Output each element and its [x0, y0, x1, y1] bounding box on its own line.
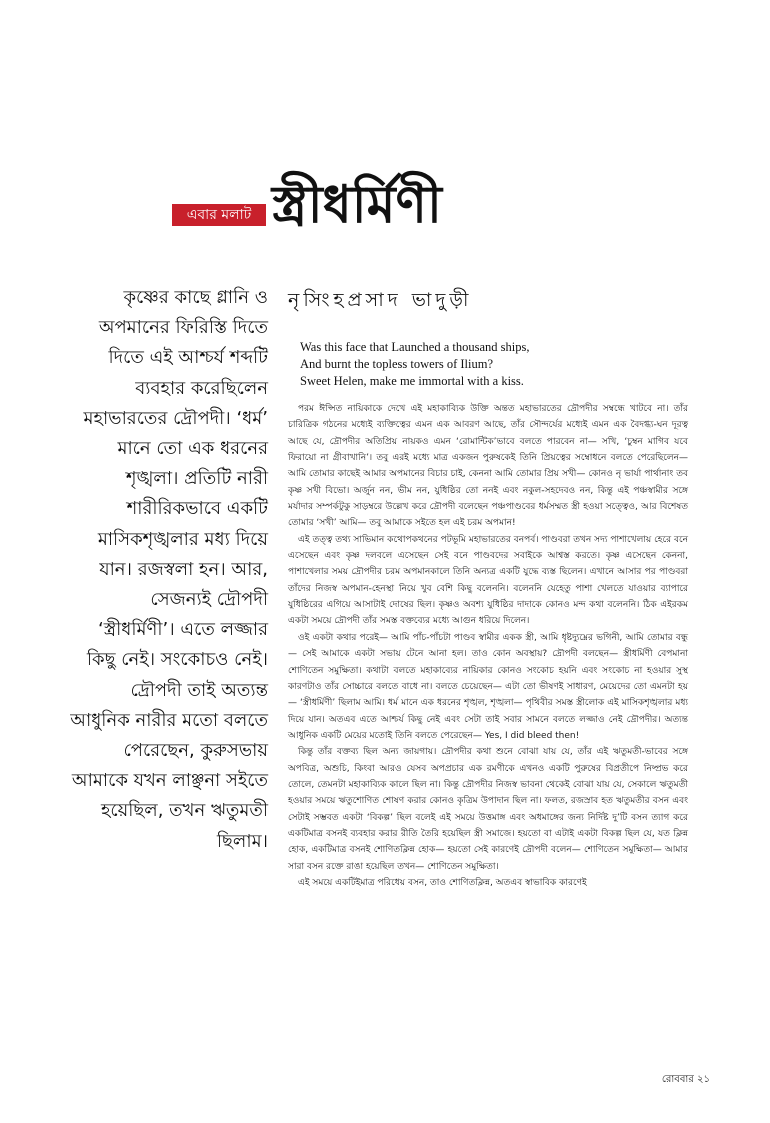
- body-paragraph: ওই একটা কথার পরেই— আমি পাঁচ-পাঁচটা পাণ্ডব স্বামীর একক স্ত্রী, আমি ধৃষ্টদ্যুম্নের ভগিনী, আমি তোমার বন্ধু— সেই আমাকে একটা সভায় টেনে আনা হল। তাও কোন অবস্থায়? দ্রৌপদী বলছেন— স্ত্রীধর্মিণী বেপমানা শোণিতেন সমুক্ষিতা। কথাটা বলতে মহাকাব্যের নায়িকার কোনও সংকোচ হয়নি এবং সংকোচ না হওয়ার সুস্থ কারণটাও তাঁর সোচ্চারে বলতে বাধে না। বলতে চেয়েছেন— এটা তো ভীষণই সাধারণ, মেয়েদের তো এমনটা হয়— ‘স্ত্রীধর্মিণী’ ছিলাম আমি। ধর্ম মানে এক ধরনের শৃঙ্খল, শৃঙ্খলা— পৃথিবীর সমস্ত স্ত্রীলোক এই মাসিকশৃঙ্খলার মধ্য দিয়ে যান। অতএব এতে আশ্চর্য কিছু নেই এবং সেটা তাই সবার সামনে বলতে লজ্জাও নেই দ্রৌপদীর। অত্যন্ত আধুনিক একটি মেয়ের মতোই তিনি বলতে পেরেছেন— Yes, I did bleed then!: [288, 632, 688, 741]
- body-paragraph: এই তত্ত্ব তথ্য সাভিমান কথোপকথনের পটভূমি মহাভারতের বনপর্ব। পাণ্ডবরা তখন সদ্য পাশাখেলায় হেরে বনে এসেছেন এবং কৃষ্ণ দলবলে এসেছেন সেই বনে পাণ্ডবদের সবাইকে আশ্বস্ত করতে। কৃষ্ণ এসেছেন কেননা, পাশাখেলার সময় দ্রৌপদীর চরম অপমানকালে তিনি অন্যত্র একটি যুদ্ধে ব্যস্ত ছিলেন। এখানে আসার পর পাণ্ডবরা তাঁদের নিজস্ব অপমান-হেনস্থা নিয়ে খুব বেশি কিছু বলেননি। বলেননি যেহেতু পাশা খেলতে যাওয়ার ব্যাপারে যুধিষ্ঠিরের এগিয়ে আসাটাই দোষের ছিল। কৃষ্ণও অবশ্য যুধিষ্ঠির দাদাকে কোনও মন্দ কথা বলেননি। ঠিক এইরকম একটা সময়ে দ্রৌপদী তাঁর সমস্ত বক্তব্যের মধ্যে আগুন ধরিয়ে দিলেন।: [288, 534, 688, 627]
- pull-quote: কৃষ্ণের কাছে গ্লানি ও অপমানের ফিরিস্তি দিতে দিতে এই আশ্চর্য শব্দটি ব্যবহার করেছিলেন মহাভারতের দ্রৌপদী। ‘ধর্ম’ মানে তো এক ধরনের শৃঙ্খলা। প্রতিটি নারী শারীরিকভাবে একটি মাসিকশৃঙ্খলার মধ্য দিয়ে যান। রজস্বলা হন। আর, সেজন্যই দ্রৌপদী ‘স্ত্রীধর্মিণী’। এতে লজ্জার কিছু নেই। সংকোচও নেই। দ্রৌপদী তাই অত্যন্ত আধুনিক নারীর মতো বলতে পেরেছেন, কুরুসভায় আমাকে যখন লাঞ্ছনা সইতে হয়েছিল, তখন ঋতুমতী ছিলাম।: [70, 287, 268, 852]
- author-byline: নৃসিংহপ্রসাদ ভাদুড়ী: [288, 289, 473, 311]
- epigraph-line: Was this face that Launched a thousand ships,: [300, 340, 530, 354]
- body-paragraph: কিন্তু তাঁর বক্তব্য ছিল অন্য জায়গায়। দ্রৌপদীর কথা শুনে বোঝা যায় যে, তাঁর এই ঋতুমতী-ভাবের সঙ্গে অপবিত্র, অশুচি, কিংবা আরও যেসব অপপ্রচার এক রমণীকে এখনও একটি পুরুষের বিপ্রতীপে নিষ্প্রভ করে তোলে, তেমনটা মহাকাব্যিক কালে ছিল না। কিন্তু দ্রৌপদীর নিজস্ব ভাবনা থেকেই বোঝা যায় যে, সেকালে ঋতুমতী হওয়ার সময়ে ঋতুশোণিত শোষণ করার কোনও কৃত্রিম উপাদান ছিল না। ফলত, রজস্রাব হত ঋতুমতীর বসন এবং সেটাই সম্ভবত একটা ‘বিকল্প’ ছিল বলেই এই সময়ে উত্তমাঙ্গ এবং অধমাঙ্গের জন্য নির্দিষ্ট দু’টি বসন ত্যাগ করে একটিমাত্র বসনই ব্যবহার করার রীতি তৈরি হয়েছিল স্ত্রী সমাজে। হয়তো বা এটাই একটা বিকল্প ছিল যে, যত ক্লিন্ন হোক, একটিমাত্র বসনই শোণিতক্লিন্ন হোক— হয়তো সেই কারণেই দ্রৌপদী বলেন— শোণিতেন সমুক্ষিতা— আমার সারা বসন রক্তে রাঙা হয়েছিল তখন— শোণিতেন সমুক্ষিতা।: [288, 747, 688, 872]
- body-paragraph: এই সময়ে একটিইমাত্র পরিধেয় বসন, তাও শোণিতক্লিন্ন, অতএব স্বাভাবিক কারণেই: [298, 877, 587, 888]
- article-headline: স্ত্রীধর্মিণী: [272, 175, 442, 235]
- section-kicker: এবার মলাট: [172, 204, 266, 226]
- epigraph: [300, 339, 600, 390]
- body-paragraph: পরম ঈপ্সিত নায়িকাকে দেখে এই মহাকাব্যিক উক্তি অন্তত মহাভারতের দ্রৌপদীর সম্বন্ধে খাটবে না। তাঁর চারিত্রিক গঠনের মধ্যেই ব্যক্তিত্বের এমন এক আবরণ আছে, তাঁর সৌন্দর্যের মধ্যেই এমন এক বৈদগ্ধ্য-ঘন দূরত্ব আছে যে, দ্রৌপদীর অতিপ্রিয় নায়কও এমন ‘রোমান্টিক’ভাবে বলতে পারবেন না— সখি, ‘চুম্বন মাগিব যবে ফিরায়ো না গ্রীবাখানি’। তবু এরই মধ্যে মাত্র একজন পুরুষকেই তিনি প্রিয়ত্বের সম্বোধনে বলতে পেরেছিলেন— আমি তোমার কাছেই আমার অপমানের বিচার চাই, কেননা আমি তোমার প্রিয় সখী— কোনও নৃ ভার্যা পার্থানাং তব কৃষ্ণ সখী বিভো। অর্জুন নন, ভীম নন, যুধিষ্ঠির তো নন‌ই এবং নকুল-সহদেবও নন, কিন্তু এই পঞ্চস্বামীর সঙ্গে মর্যাদার সম্পর্কটুকু সাড়ম্বরে উল্লেখ করে দ্রৌপদী বলেছেন পঞ্চপাণ্ডবের ধর্মসম্মত স্ত্রী হওয়া সত্ত্বেও, আর বিশেষত তোমার ‘সখী’ আমি— তবু আমাকে সইতে হল এই চরম অপমান!: [288, 404, 688, 529]
- page-folio: রোববার ২১: [661, 1074, 710, 1085]
- epigraph-line: Sweet Helen, make me immortal with a kiss.: [300, 374, 524, 388]
- article-body: [288, 401, 688, 891]
- epigraph-line: And burnt the topless towers of Ilium?: [300, 357, 494, 371]
